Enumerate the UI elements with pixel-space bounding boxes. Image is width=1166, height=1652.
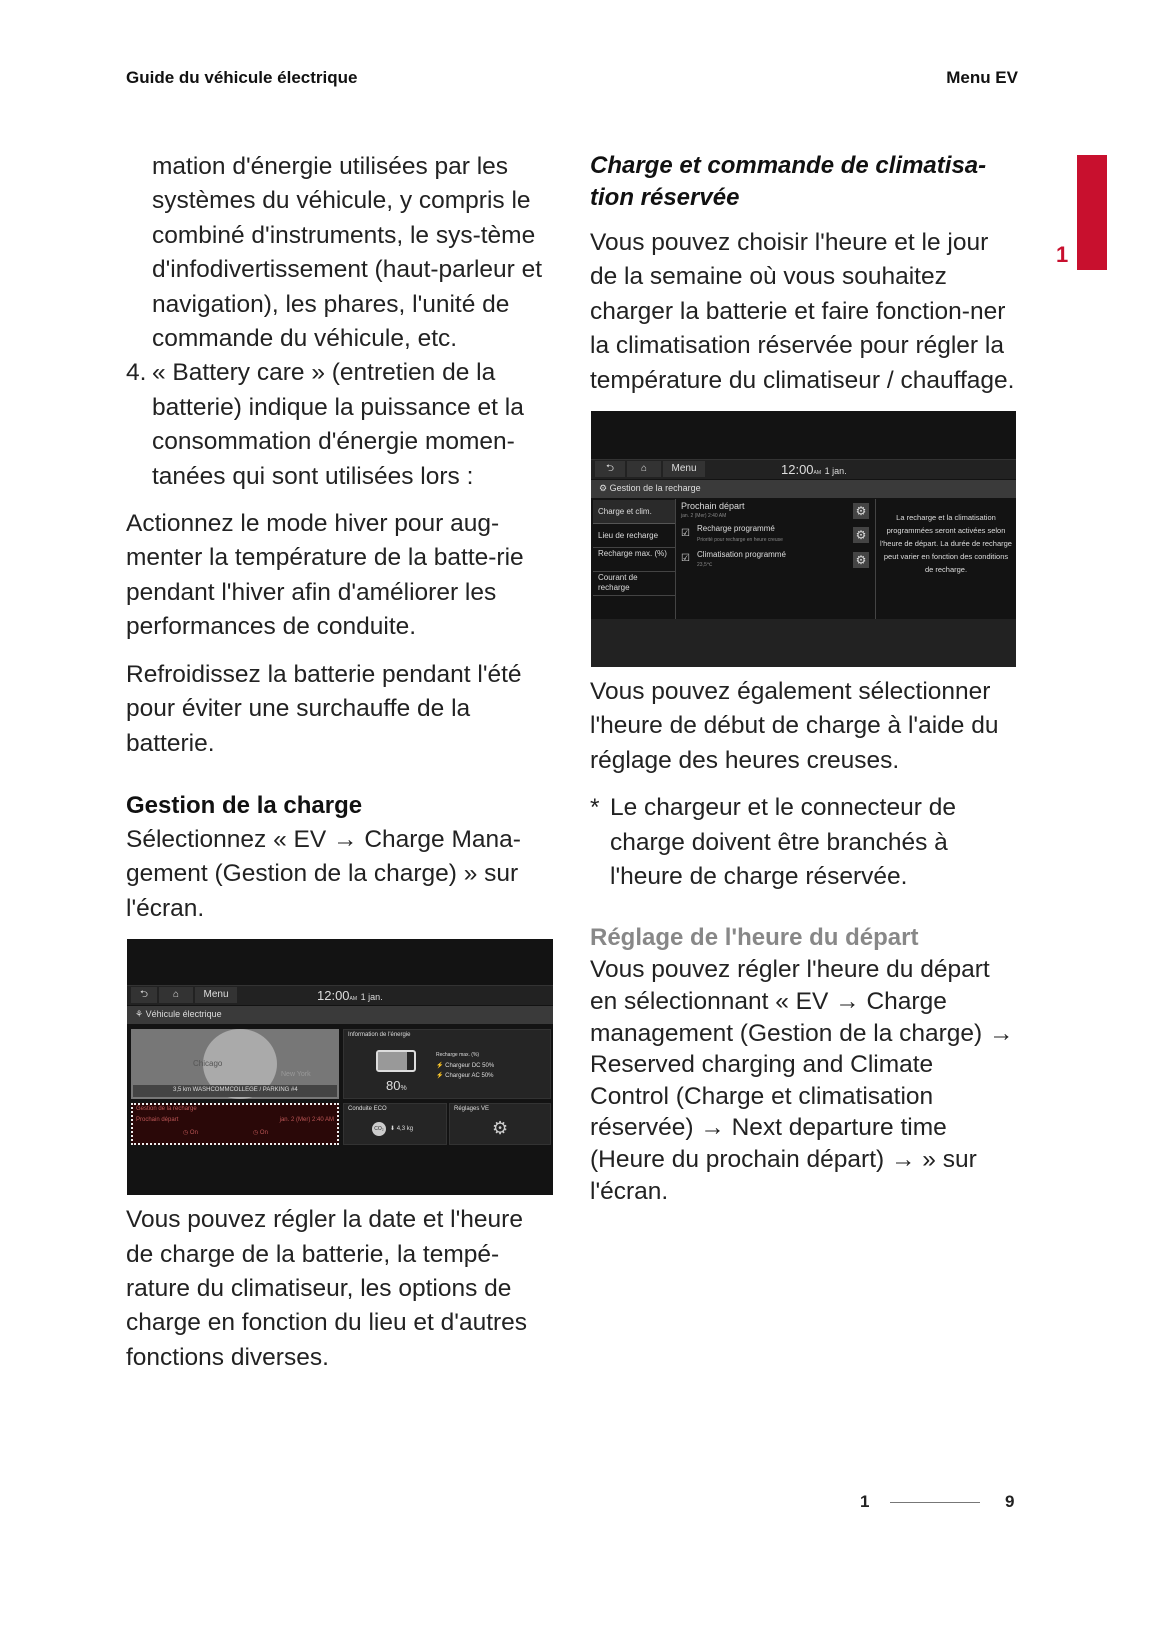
paragraph: Vous pouvez régler l'heure du départ en sélectionnant « EV → Charge management (Gestion de la charge) → Reserved charging and Climate Control (Charge et climatisation réservée) → Next departure time (Heure du prochain départ) → » sur l'écran. [590,956,1014,1205]
ampm: AM [349,996,358,1003]
clock: 12:00 [781,462,814,478]
menu-button: Menu [663,461,705,477]
energy-panel [343,1029,551,1099]
charge-screen-image [591,411,1016,667]
paragraph: Vous pouvez également sélectionner l'heure de début de charge à l'aide du réglage des heures creuses. [590,678,999,774]
option-label: Recharge programmé [697,524,775,534]
footer-divider [890,1502,980,1503]
ev-settings-panel [449,1103,551,1145]
eco-panel [343,1103,447,1145]
percent-sign: % [400,1085,407,1093]
paragraph: Sélectionnez « EV → Charge Mana-gement (Gestion de la charge) » sur l'écran. [126,825,521,922]
dc-text: Chargeur DC 50% [445,1063,495,1070]
map-city: New York [281,1071,311,1079]
running-header-title: Guide du véhicule électrique [126,68,358,87]
gear-icon: ⚙ [853,552,869,568]
leaf-icon: ⚘ [135,1009,146,1020]
option-label: Climatisation programmé [697,550,786,560]
left-column [126,150,554,1375]
ac-charger: ⚡ Chargeur AC 50% [436,1073,494,1080]
list-number: 4. [126,359,147,387]
panel-title: Gestion de la recharge [136,1106,197,1113]
section-heading: Charge et commande de climatisa-tion réservée [590,152,987,211]
back-icon: ⮌ [131,987,157,1003]
screen-title [127,1006,553,1024]
note-asterisk: * [590,794,600,822]
gear-icon: ⚙ [853,503,869,519]
section-heading: Gestion de la charge [126,791,363,819]
panel-title: Réglages VE [454,1106,490,1113]
note [590,791,1018,894]
menu-button: Menu [195,987,237,1003]
next-departure: Prochain départ [681,501,745,512]
paragraph: mation d'énergie utilisées par les systèmes du véhicule, y compris le combiné d'instruments, le sys-tème d'infodivertissement (haut-parleur et navigation), les phares, l'unité de commande du véhicule, etc. [152,153,543,353]
checkbox-icon: ☑ [681,553,690,565]
panel-title: Conduite ECO [348,1106,387,1113]
battery-percent: 80 [386,1078,401,1094]
next-departure: Prochain départ [136,1117,179,1124]
home-icon: ⌂ [627,461,661,477]
right-column [590,150,1018,1207]
timer-icon: ◷ On [253,1130,268,1137]
note-text: Le chargeur et le connecteur de charge doivent être branchés à l'heure de charge réservée. [610,794,956,891]
on-label: On [189,1130,198,1137]
gear-icon: ⚙ [599,483,610,494]
paragraph: Refroidissez la batterie pendant l'été pour éviter une surchauffe de la batterie. [126,660,522,757]
running-header-section: Menu EV [946,68,1018,87]
gear-icon: ⚙ [492,1118,509,1139]
map-panel [131,1029,339,1099]
co2-icon: CO₂ [372,1122,386,1136]
dc-charger: ⚡ Chargeur DC 50% [436,1063,495,1070]
gear-icon: ⚙ [853,527,869,543]
charge-management-panel [131,1103,339,1145]
ev-screen-image [127,939,553,1195]
menu-item: Recharge max. (%) [593,548,675,572]
battery-icon [376,1050,416,1072]
page-number: 9 [1005,1492,1015,1511]
menu-item: Courant de recharge [593,572,675,596]
on-label: On [259,1130,268,1137]
screen-title [591,480,1016,498]
clock: 12:00 [317,988,350,1004]
subsection-heading: Réglage de l'heure du départ [590,924,919,952]
date: 1 jan. [824,466,847,477]
paragraph: Actionnez le mode hiver pour aug-menter la température de la batte-rie pendant l'hiver afin d'améliorer les performances de conduite. [126,510,524,641]
ampm: AM [813,470,822,477]
map-route: 3,5 km WASHCOMMCOLLEGE / PARKING #4 [133,1085,337,1097]
paragraph: Vous pouvez choisir l'heure et le jour de la semaine où vous souhaitez charger la batterie et faire fonction-ner la climatisation réservée pour régler la température du climatiseur / chauffage. [590,229,1015,394]
list-item [126,356,554,494]
side-menu [593,500,675,596]
ac-text: Chargeur AC 50% [445,1073,494,1080]
panel-title: Information de l'énergie [348,1032,411,1039]
menu-item: Lieu de recharge [593,524,675,548]
next-departure-date: jan. 2 (Mer) 2:40 AM [681,513,727,520]
chapter-tab [1077,155,1107,270]
map-city: Chicago [193,1059,223,1069]
screen-title-text: Véhicule électrique [145,1009,222,1020]
paragraph: Vous pouvez régler la date et l'heure de charge de la batterie, la tempé-rature du climatiseur, les options de charge en fonction du lieu et d'autres fonctions diverses. [126,1206,528,1371]
menu-item: Charge et clim. [593,500,675,524]
timer-icon: ◷ On [183,1130,198,1137]
next-departure-date: jan. 2 (Mer) 2:40 AM [279,1117,334,1124]
info-text: La recharge et la climatisation programmées seront activées selon l'heure de départ. La durée de recharge peut varier en fonction des conditions de recharge. [880,513,1012,575]
option-sub: 23,5℃ [697,562,713,569]
option-sub: Priorité pour recharge en heure creuse [697,537,783,544]
chapter-number: 1 [860,1492,870,1511]
checkbox-icon: ☑ [681,528,690,540]
max-label: Recharge max. (%) [436,1052,480,1059]
chapter-tab-number: 1 [1056,242,1069,267]
home-icon: ⌂ [159,987,193,1003]
date: 1 jan. [360,992,383,1003]
screen-title-text: Gestion de la recharge [609,483,701,494]
list-text: « Battery care » (entretien de la batterie) indique la puissance et la consommation d'énergie momen-tanées qui sont utilisées lors : [152,359,524,490]
back-icon: ⮌ [595,461,625,477]
eco-value: ⬇ 4,3 kg [390,1126,414,1133]
